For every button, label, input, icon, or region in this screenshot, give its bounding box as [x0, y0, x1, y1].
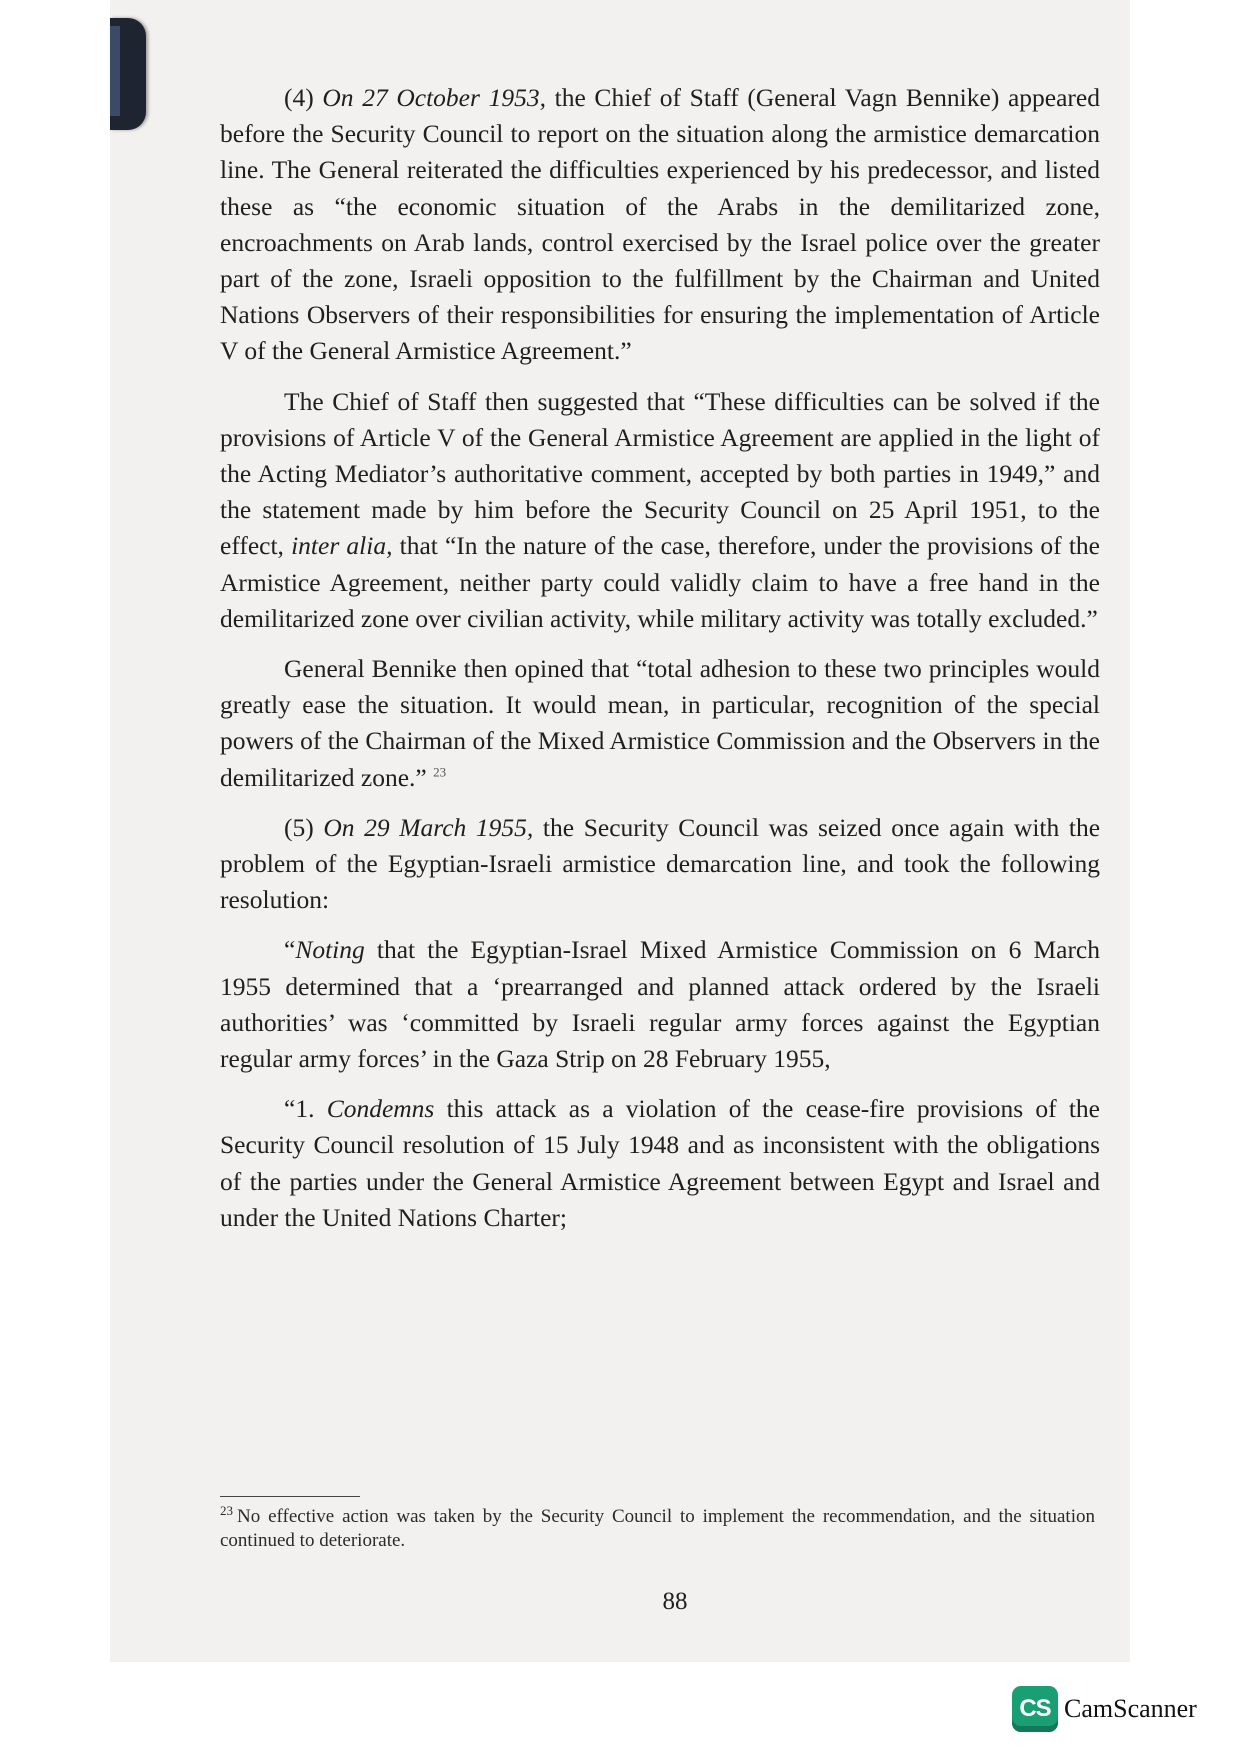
- paragraph-1-date: On 27 October 1953,: [322, 83, 546, 112]
- footnote-divider: [220, 1496, 360, 1497]
- paragraph-1-text: the Chief of Staff (General Vagn Bennike) appeared before the Security Council to report on the situation along the armistice demarcation line. The General reiterated the difficulties experienced by his predecessor, and listed these as “the economic situation of the Arabs in the demilitarized zone, encroachments on Arab lands, control exercised by the Israel police over the greater part of the zone, Israeli opposition to the fulfillment by the Chairman and United Nations Observers of their responsibilities for ensuring the implementation of Article V of the General Armistice Agreement.”: [220, 83, 1100, 366]
- paragraph-3: [220, 651, 1100, 796]
- binder-clip: [110, 18, 146, 130]
- paragraph-4-lead: (5): [284, 812, 324, 842]
- paragraph-3-text: General Bennike then opined that “total adhesion to these two principles would greatly ease the situation. It would mean, in particular, recognition of the special powers of the Chairman of the Mixed Armistice Commission and the Observers in the demilitarized zone.”: [220, 654, 1100, 792]
- paragraph-2-text: that “In the nature of the case, therefore, under the provisions of the Armistice Agreement, neither party could validly claim to have a free hand in the demilitarized zone over civilian activity, while military activity was totally excluded.”: [220, 531, 1100, 633]
- paragraph-6-italic: Condemns: [326, 1094, 435, 1124]
- paragraph-6-lead: “1.: [284, 1094, 327, 1124]
- paragraph-6-text: this attack as a violation of the cease-fire provisions of the Security Council resolution of 15 July 1948 and as inconsistent with the obligations of the parties under the General Armistice Agreement between Egypt and Israel and under the United Nations Charter;: [220, 1094, 1100, 1232]
- camscanner-name: CamScanner: [1064, 1694, 1197, 1723]
- paragraph-4: [220, 810, 1100, 919]
- footnote: [220, 1502, 1095, 1553]
- paragraph-2: [220, 384, 1100, 637]
- paragraph-4-text: the Security Council was seized once again with the problem of the Egyptian-Israeli armistice demarcation line, and took the following resolution:: [220, 812, 1101, 915]
- footnote-number: 23: [220, 1502, 233, 1518]
- paragraph-5: [220, 932, 1100, 1077]
- camscanner-watermark: [1012, 1686, 1197, 1732]
- body-text: [220, 80, 1100, 1250]
- paragraph-6: [220, 1091, 1100, 1236]
- paragraph-2-italic: inter alia,: [291, 531, 393, 561]
- paragraph-5-lead: “: [284, 935, 296, 965]
- footnote-reference: 23: [433, 764, 447, 780]
- paragraph-1: [220, 80, 1100, 370]
- paragraph-2-lead: The Chief of Staff then suggested that “These difficulties can be solved if the provisions of Article V of the General Armistice Agreement are applied in the light of the Acting Mediator’s authoritative comment, accepted by both parties in 1949,” and the statement made by him before the Security Council on 25 April 1951, to the effect,: [220, 386, 1100, 561]
- paragraph-5-italic: Noting: [295, 935, 365, 965]
- paragraph-4-date: On 29 March 1955,: [323, 812, 534, 842]
- footnote-text: No effective action was taken by the Security Council to implement the recommendation, and the situation continued to deteriorate.: [220, 1506, 1095, 1551]
- page-number: 88: [662, 1588, 688, 1615]
- paragraph-5-text: that the Egyptian-Israel Mixed Armistice Commission on 6 March 1955 determined that a ‘prearranged and planned attack ordered by the Israeli authorities’ was ‘committed by Israeli regular army forces against the Egyptian regular army forces’ in the Gaza Strip on 28 February 1955,: [220, 935, 1100, 1074]
- camscanner-logo-icon: CS: [1012, 1686, 1058, 1732]
- paragraph-1-lead: (4): [284, 83, 323, 112]
